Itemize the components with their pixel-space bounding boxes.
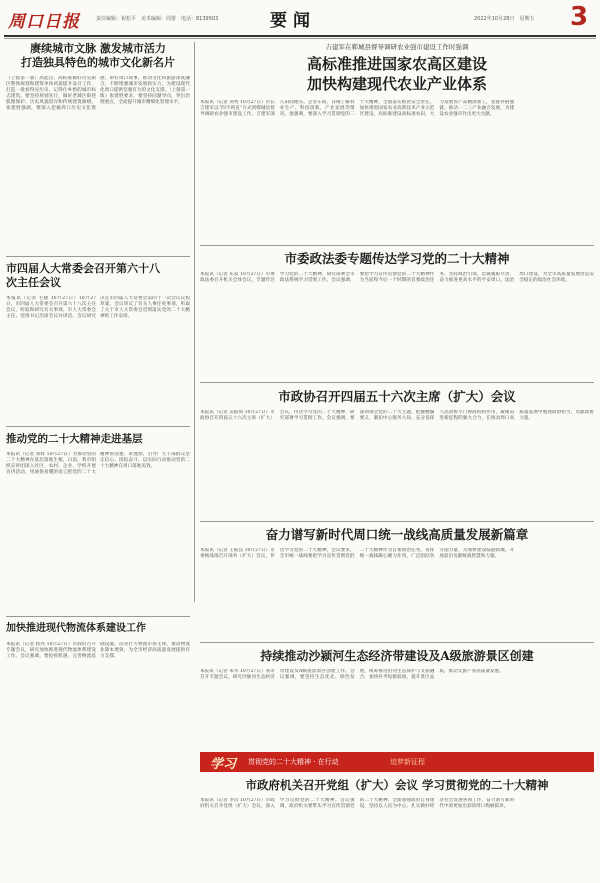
- article-gov-meeting: [200, 776, 594, 878]
- section-divider: [6, 616, 190, 617]
- article-grassroots: [6, 432, 190, 612]
- article-body: 本报讯（记者 刘秀 10月27日）市长吉建军以“四不两直”方式到郸城县督导调研农业强市建设工作。吉建军深入田间地头、企业车间，详细了解农业生产、科技创新、产业发展等情况。他强调，要深入学习贯彻党的二十大精神，全面落实粮食安全责任，加快推进国家农业高新技术产业示范区建设，高标准建设高标准农田，大力发展农产品精深加工，延链补链强链，推动一二三产业融合发展，为建设农业强市作出更大贡献。: [200, 100, 515, 118]
- article-title: 市政协召开四届五十六次主席（扩大）会议: [278, 389, 516, 404]
- banner-tagline: 贯彻党的二十大精神 · 在行动: [248, 758, 339, 766]
- masthead: [0, 0, 600, 36]
- article-title: 推动党的二十大精神走进基层: [6, 433, 143, 445]
- article-body: 本报讯（记者 王振良 10月27日）市委统战部召开部务（扩大）会议，传达学习党的二十大精神。会议要求，全市统一战线要把学习宣传贯彻党的二十大精神作为首要政治任务，发挥统一战线凝心聚力作用，广泛团结各方面力量，为加快建设临港新城、开放前沿贡献统战智慧和力量。: [200, 548, 515, 560]
- section-divider: [200, 245, 594, 246]
- article-title: 市政府机关召开党组（扩大）会议 学习贯彻党的二十大精神: [245, 778, 549, 792]
- article-title: 奋力谱写新时代周口统一战线高质量发展新篇章: [265, 527, 529, 542]
- banner-label: 学习: [210, 757, 237, 772]
- feature-banner: [200, 752, 594, 772]
- issue-date: 2022年10月28日 星期五: [474, 16, 535, 22]
- article-body: 本报讯（记者 刘辉 10月27日）为推动党的二十大精神在基层落地生根，日前，我市组织宣讲团深入社区、农村、企业、学校开展宣讲活动，用通俗易懂的语言把党的二十大精神讲清楚、讲透彻，引导广大干部群众坚定信心、团结奋斗，以实际行动推动党的二十大精神在周口落地见效。: [6, 452, 190, 476]
- article-body: 本报讯（记者 乐发 10月27日）市委政法委召开机关全体会议，专题传达学习党的二十大精神，研究部署全市政法系统学习贯彻工作。会议强调，要把学习宣传贯彻党的二十大精神作为当前和今后一个时期的首要政治任务，坚持政治引领，忠诚履职尽责，奋力推进更高水平的平安周口、法治周口建设，为全市高质量发展营造安全稳定的政治社会环境。: [200, 272, 594, 284]
- article-title: 次主任会议: [6, 276, 61, 289]
- section-divider: [200, 521, 594, 522]
- article-body: 本报讯（记者 朱华 10月27日）我市召开专题会议，研究沙颍河生态经济带建设及A级旅游景区创建工作。会议强调，要坚持生态优先、绿色发展，统筹推进沿河生态保护与文旅融合，加快补齐短板弱项，提升景区品质，推动文旅产业高质量发展。: [200, 669, 504, 681]
- article-title: 赓续城市文脉 激发城市活力: [30, 42, 166, 55]
- article-title: 加快推进现代物流体系建设工作: [6, 623, 146, 634]
- section-divider: [6, 426, 190, 427]
- banner-subtitle: 追梦新征程: [390, 758, 425, 766]
- article-culture: [6, 42, 190, 254]
- section-divider: [200, 642, 594, 643]
- article-logistics: [6, 622, 190, 876]
- masthead-rule: [4, 35, 596, 37]
- article-body: 本报讯（记者 程亮 10月27日）市政府召开专题会议，研究加快推进现代物流体系建设工作。会议强调，要抢抓机遇，完善物流基础设施，培育壮大物流市场主体，推动物流业降本增效，为全市经济高质量发展提供有力支撑。: [6, 642, 190, 660]
- section-divider: [200, 382, 594, 383]
- masthead-rule-thin: [4, 38, 596, 39]
- article-body: 本报讯（记者 李肖 10月27日）市政府机关召开党组（扩大）会议，深入学习贯彻党的二十大精神。会议强调，政府机关要带头学习宣传贯彻党的二十大精神，全面加强政府自身建设，坚持以人民为中心，扎实做好经济社会发展各项工作，奋力谱写新时代中原更加出彩的周口绚丽篇章。: [200, 798, 515, 810]
- article-title: 持续推动沙颍河生态经济带建设及A级旅游景区创建: [260, 649, 534, 663]
- article-body: 本报讯（记者 吴振海 10月27日）市政协召开四届五十六次主席（扩大）会议，传达学习党的二十大精神，研究部署学习贯彻工作。会议强调，要深刻领会党的二十大主题，把握精髓要义，紧扣中心服务大局，充分发挥人民政协专门协商机构作用，凝聚奋进新征程的强大合力，在推动周口高质量发展中展现政协担当、贡献政协力量。: [200, 410, 594, 422]
- article-title: 市委政法委专题传达学习党的二十大精神: [284, 251, 510, 266]
- masthead-meta: 责任编辑：祝松平 美术编辑：周蕾 电话：8139503: [96, 16, 219, 22]
- newspaper-logo: 周口日报: [8, 12, 80, 32]
- article-tourism: [200, 647, 594, 747]
- lead-article: [200, 42, 594, 242]
- lead-kicker: 吉建军在郸城县督导调研农业强市建设工作时强调: [325, 43, 469, 51]
- section-title: 要闻: [270, 11, 316, 31]
- article-cppcc: [200, 388, 594, 518]
- page-number: 3: [570, 2, 589, 32]
- column-divider: [194, 42, 195, 602]
- article-npc-meeting: [6, 262, 190, 422]
- article-title: 打造独具特色的城市文化新名片: [21, 56, 175, 69]
- lead-title: 高标准推进国家农高区建设: [306, 55, 487, 73]
- article-body: 本报讯（记者 毛晓 10月27日）10月27日，市四届人大常委会召开第六十八次主任会议，听取和研究有关事项。市人大常委会主任、党组书记出席会议并讲话。会议研究决定市四届人大常委会第四十一次会议议程草案。会议审议了有关人事任免事项，听取了关于市人大常委会贯彻落实党的二十大精神的工作安排。: [6, 296, 190, 320]
- section-divider: [6, 256, 190, 257]
- article-united-front: [200, 526, 594, 638]
- lead-title: 加快构建现代农业产业体系: [306, 75, 487, 93]
- article-politics-law: [200, 250, 594, 378]
- article-body: （上接第一版）高起点、高标准做好历史街区整体规划和建筑单体风貌提升设计工作，打造一批看得见历史、记得住乡愁的城市标志建筑。要坚持规划先行，做好老城区街巷肌理保护、历史风貌留存和传统建筑修缮。张建胜强调，要深入挖掘周口历史文化资源，讲好周口故事，推动文化和旅游深度融合，不断增强城市发展软实力，为建设现代化周口提供坚强有力的文化支撑。（上接第一版）张建胜要求，要坚持问题导向，突出治理重点，全面提升城市精细化管理水平。: [6, 76, 190, 112]
- article-title: 市四届人大常委会召开第六十八: [6, 262, 160, 275]
